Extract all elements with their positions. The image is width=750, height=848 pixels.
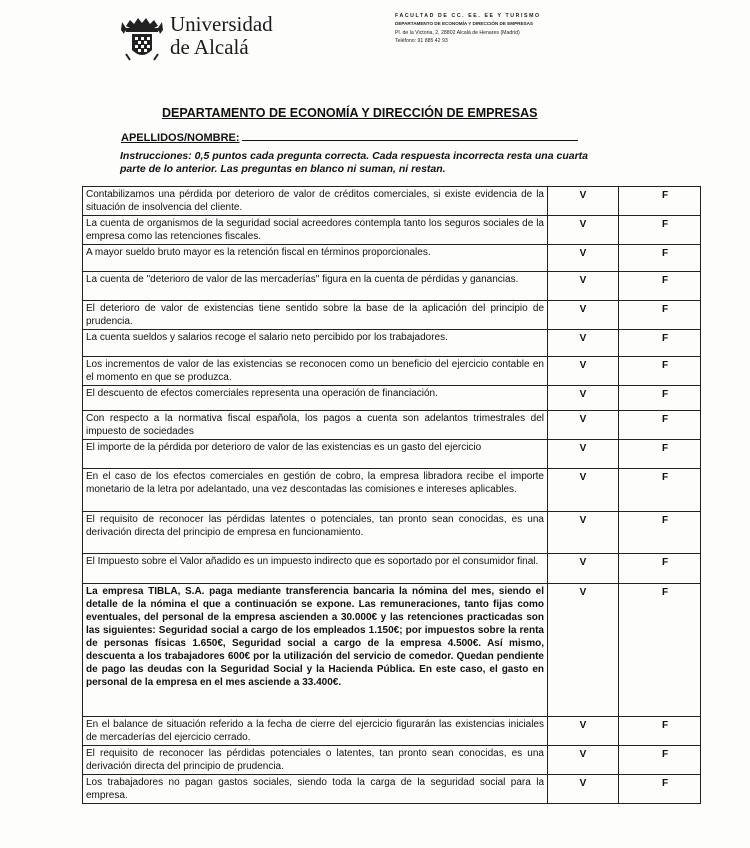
answer-true-option[interactable]: V [548,330,619,357]
faculty-line: FACULTAD DE CC. EE. EE Y TURISMO [395,13,541,19]
answer-false-option[interactable]: F [619,216,701,245]
page-title: DEPARTAMENTO DE ECONOMÍA Y DIRECCIÓN DE EMPRESAS [162,106,538,120]
answer-true-option[interactable]: V [548,386,619,411]
question-row [83,411,701,440]
university-crest-icon [120,14,164,62]
answer-false-option[interactable]: F [619,357,701,386]
question-text: Los trabajadores no pagan gastos sociales, siendo toda la carga de la seguridad social para la empresa. [83,775,548,804]
name-label: APELLIDOS/NOMBRE: [121,132,240,144]
question-text: Con respecto a la normativa fiscal española, los pagos a cuenta son adelantos trimestrales del impuesto de sociedades [83,411,548,440]
question-text: En el balance de situación referido a la fecha de cierre del ejercicio figurarán las existencias iniciales de mercaderías del ejercicio cerrado. [83,717,548,746]
question-text: La cuenta de organismos de la seguridad social acreedores contempla tanto los seguros sociales de la empresa como las retenciones fiscales. [83,216,548,245]
answer-true-option[interactable]: V [548,440,619,469]
answer-false-option[interactable]: F [619,469,701,512]
question-text: Contabilizamos una pérdida por deterioro de valor de créditos comerciales, si existe evidencia de la situación de insolvencia del cliente. [83,187,548,216]
answer-false-option[interactable]: F [619,717,701,746]
answer-true-option[interactable]: V [548,357,619,386]
answer-true-option[interactable]: V [548,554,619,584]
question-text: El descuento de efectos comerciales representa una operación de financiación. [83,386,548,411]
phone-line: Teléfono: 91 885 42 93 [395,38,448,45]
question-row [83,187,701,216]
answer-true-option[interactable]: V [548,512,619,554]
answer-true-option[interactable]: V [548,187,619,216]
question-row [83,301,701,330]
question-text: El Impuesto sobre el Valor añadido es un impuesto indirecto que es soportado por el consumidor final. [83,554,548,584]
question-text: A mayor sueldo bruto mayor es la retención fiscal en términos proporcionales. [83,245,548,272]
answer-false-option[interactable]: F [619,386,701,411]
question-text: El requisito de reconocer las pérdidas latentes o potenciales, tan pronto sean conocidas, es una derivación directa del principio de empresa en funcionamiento. [83,512,548,554]
answer-true-option[interactable]: V [548,584,619,717]
questions-table [82,186,701,804]
question-row [83,554,701,584]
answer-false-option[interactable]: F [619,330,701,357]
question-row [83,469,701,512]
answer-false-option[interactable]: F [619,584,701,717]
name-blank-line[interactable] [242,130,578,141]
answer-true-option[interactable]: V [548,746,619,775]
answer-true-option[interactable]: V [548,775,619,804]
answer-true-option[interactable]: V [548,717,619,746]
university-name: Universidad de Alcalá [170,12,273,59]
question-row [83,245,701,272]
answer-false-option[interactable]: F [619,187,701,216]
answer-false-option[interactable]: F [619,554,701,584]
answer-true-option[interactable]: V [548,216,619,245]
question-row [83,775,701,804]
question-text: El importe de la pérdida por deterioro de valor de las existencias es un gasto del ejercicio [83,440,548,469]
question-text: Los incrementos de valor de las existencias se reconocen como un beneficio del ejercicio contable en el momento en que se produzca. [83,357,548,386]
answer-false-option[interactable]: F [619,440,701,469]
answer-false-option[interactable]: F [619,301,701,330]
question-row [83,512,701,554]
question-text: En el caso de los efectos comerciales en gestión de cobro, la empresa libradora recibe el importe monetario de la letra por adelantado, una vez descontadas las comisiones e intereses aplicables. [83,469,548,512]
name-field[interactable] [121,130,578,144]
answer-true-option[interactable]: V [548,272,619,301]
question-row [83,216,701,245]
answer-false-option[interactable]: F [619,512,701,554]
address-line: Pl. de la Victoria, 2, 28802 Alcalá de Henares (Madrid) [395,29,520,36]
question-text: La cuenta de "deterioro de valor de las mercaderías" figura en la cuenta de pérdidas y ganancias. [83,272,548,301]
instructions: Instrucciones: 0,5 puntos cada pregunta correcta. Cada respuesta incorrecta resta una cuarta parte de lo anterior. Las preguntas en blanco ni suman, ni restan. [120,150,588,175]
answer-false-option[interactable]: F [619,775,701,804]
question-row [83,717,701,746]
faculty-address-block [395,12,595,46]
answer-false-option[interactable]: F [619,411,701,440]
question-text: La empresa TIBLA, S.A. paga mediante transferencia bancaria la nómina del mes, siendo el detalle de la nómina el que a continuación se expone. Las remuneraciones, tanto fijas como eventuales, del personal de la empresa ascienden a 30.000€ y las retenciones practicadas son las siguientes: Seguridad social a cargo de los empleados 1.150€; por impuestos sobre la renta de personas físicas 1.650€, Seguridad social a cargo de la empresa 4.500€. Así mismo, descuenta a los trabajadores 600€ por la utilización del servicio de comedor. Quedan pendiente de pago las deudas con la Seguridad Social y la Hacienda Pública. En este caso, el gasto en personal de la empresa en el mes asciende a 33.400€. [83,584,548,717]
question-row [83,357,701,386]
question-row [83,386,701,411]
question-row [83,330,701,357]
answer-true-option[interactable]: V [548,245,619,272]
letterhead [0,0,750,80]
answer-true-option[interactable]: V [548,301,619,330]
question-text: El requisito de reconocer las pérdidas potenciales o latentes, tan pronto sean conocidas, es una derivación directa del principio de prudencia. [83,746,548,775]
question-text: El deterioro de valor de existencias tiene sentido sobre la base de la aplicación del principio de prudencia. [83,301,548,330]
question-text: La cuenta sueldos y salarios recoge el salario neto percibido por los trabajadores. [83,330,548,357]
answer-false-option[interactable]: F [619,245,701,272]
department-line: DEPARTAMENTO DE ECONOMÍA Y DIRECCIÓN DE EMPRESAS [395,21,533,27]
answer-false-option[interactable]: F [619,272,701,301]
answer-false-option[interactable]: F [619,746,701,775]
answer-true-option[interactable]: V [548,469,619,512]
answer-true-option[interactable]: V [548,411,619,440]
question-row [83,440,701,469]
question-row [83,746,701,775]
question-row [83,584,701,717]
question-row [83,272,701,301]
